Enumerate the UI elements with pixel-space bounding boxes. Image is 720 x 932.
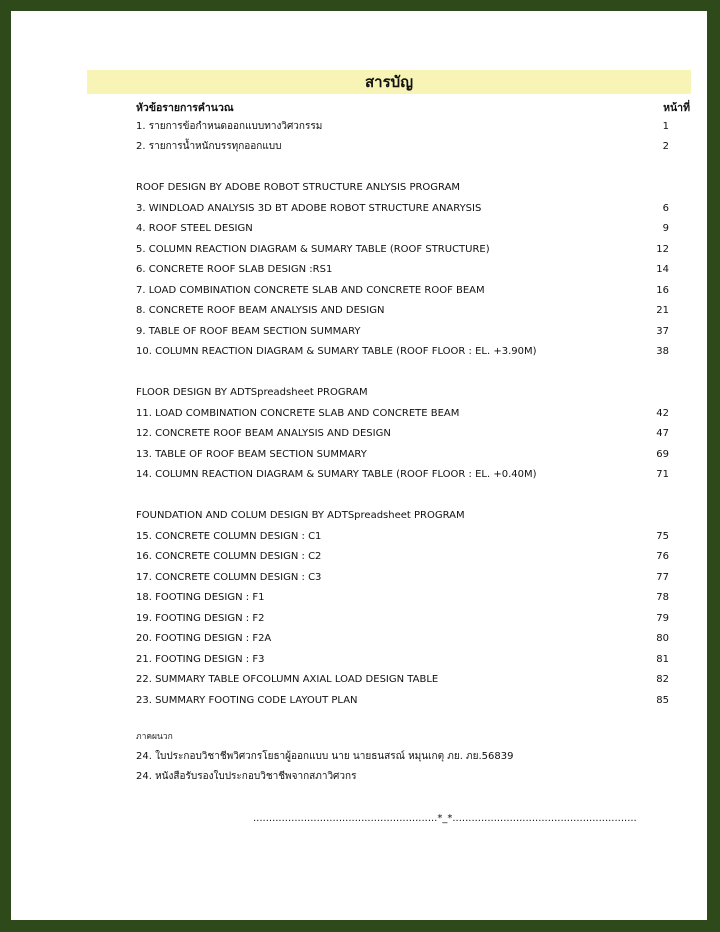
toc-entry-label: 9. TABLE OF ROOF BEAM SECTION SUMMARY [136, 326, 361, 337]
toc-entry-page: 16 [656, 285, 669, 296]
toc-entry [136, 672, 669, 688]
toc-entry [136, 242, 669, 258]
toc-entry [136, 406, 669, 422]
toc-entry-label: 7. LOAD COMBINATION CONCRETE SLAB AND CONCRETE ROOF BEAM [136, 285, 485, 296]
toc-entry-page: 77 [656, 572, 669, 583]
toc-entry-label: 10. COLUMN REACTION DIAGRAM & SUMARY TABLE (ROOF FLOOR : EL. +3.90M) [136, 346, 537, 357]
appendix-entry-label: 24. หนังสือรับรองใบประกอบวิชาชีพจากสภาวิศวกร [136, 771, 357, 782]
toc-entry-label: 12. CONCRETE ROOF BEAM ANALYSIS AND DESIGN [136, 428, 391, 439]
toc-entry [136, 631, 669, 647]
toc-entry [136, 139, 669, 155]
topic-column-header: หัวข้อรายการคำนวณ [136, 102, 234, 114]
appendix-entry [136, 769, 669, 785]
toc-entry [136, 303, 669, 319]
toc-entry-page: 14 [656, 264, 669, 275]
toc-entry [136, 549, 669, 565]
toc-entry-page: 38 [656, 346, 669, 357]
toc-entry [136, 590, 669, 606]
toc-entry-label: 11. LOAD COMBINATION CONCRETE SLAB AND CONCRETE BEAM [136, 408, 460, 419]
toc-entry [136, 447, 669, 463]
toc-entry-label: 5. COLUMN REACTION DIAGRAM & SUMARY TABLE (ROOF STRUCTURE) [136, 244, 490, 255]
toc-entry-page: 79 [656, 613, 669, 624]
toc-entry-page: 78 [656, 592, 669, 603]
toc-entry [136, 693, 669, 709]
toc-entry [136, 570, 669, 586]
toc-entry-label: 16. CONCRETE COLUMN DESIGN : C2 [136, 551, 322, 562]
toc-entry-label: 6. CONCRETE ROOF SLAB DESIGN :RS1 [136, 264, 333, 275]
toc-entry [136, 467, 669, 483]
toc-entry [136, 344, 669, 360]
appendix-label: ภาคผนวก [136, 732, 173, 742]
toc-entry-label: 19. FOOTING DESIGN : F2 [136, 613, 265, 624]
toc-entry [136, 201, 669, 217]
toc-entry-page: 82 [656, 674, 669, 685]
section-heading: FLOOR DESIGN BY ADTSpreadsheet PROGRAM [136, 387, 368, 398]
toc-entry-page: 42 [656, 408, 669, 419]
toc-entry-label: 18. FOOTING DESIGN : F1 [136, 592, 265, 603]
toc-entry-label: 17. CONCRETE COLUMN DESIGN : C3 [136, 572, 322, 583]
page-column-header: หน้าที่ [663, 102, 690, 114]
toc-entry [136, 324, 669, 340]
toc-entry [136, 529, 669, 545]
toc-entry-page: 47 [656, 428, 669, 439]
toc-entry-page: 37 [656, 326, 669, 337]
appendix-entry-label: 24. ใบประกอบวิชาชีพวิศวกรโยธาผู้ออกแบบ นาย นายธนสรณ์ หมุนเกตุ ภย. ภย.56839 [136, 751, 514, 762]
toc-entry-page: 80 [656, 633, 669, 644]
toc-entry-page: 12 [656, 244, 669, 255]
toc-entry-label: 14. COLUMN REACTION DIAGRAM & SUMARY TABLE (ROOF FLOOR : EL. +0.40M) [136, 469, 537, 480]
toc-entry-page: 76 [656, 551, 669, 562]
toc-entry-page: 85 [656, 695, 669, 706]
toc-entry [136, 262, 669, 278]
toc-entry [136, 283, 669, 299]
toc-entry-label: 22. SUMMARY TABLE OFCOLUMN AXIAL LOAD DESIGN TABLE [136, 674, 439, 685]
toc-entry-label: 3. WINDLOAD ANALYSIS 3D BT ADOBE ROBOT STRUCTURE ANARYSIS [136, 203, 482, 214]
toc-entry [136, 611, 669, 627]
toc-entry-label: 2. รายการน้ำหนักบรรทุกออกแบบ [136, 141, 282, 152]
toc-entry-page: 6 [662, 203, 669, 214]
toc-entry-label: 1. รายการข้อกำหนดออกแบบทางวิศวกรรม [136, 121, 323, 132]
toc-entry-label: 20. FOOTING DESIGN : F2A [136, 633, 272, 644]
toc-entry-label: 21. FOOTING DESIGN : F3 [136, 654, 265, 665]
document-page [11, 11, 707, 920]
toc-entry-page: 71 [656, 469, 669, 480]
toc-entry [136, 426, 669, 442]
toc-entry-page: 81 [656, 654, 669, 665]
toc-entry-label: 23. SUMMARY FOOTING CODE LAYOUT PLAN [136, 695, 358, 706]
toc-entry [136, 221, 669, 237]
appendix-entry [136, 749, 669, 765]
toc-title: สารบัญ [87, 70, 691, 94]
toc-entry [136, 652, 669, 668]
toc-entry-label: 13. TABLE OF ROOF BEAM SECTION SUMMARY [136, 449, 367, 460]
toc-entry-label: 15. CONCRETE COLUMN DESIGN : C1 [136, 531, 322, 542]
toc-entry [136, 119, 669, 135]
toc-entry-page: 21 [656, 305, 669, 316]
toc-entry-page: 75 [656, 531, 669, 542]
toc-entry-page: 1 [662, 121, 669, 132]
toc-entry-page: 2 [662, 141, 669, 152]
section-heading: ROOF DESIGN BY ADOBE ROBOT STRUCTURE ANLYSIS PROGRAM [136, 182, 461, 193]
toc-entry-page: 69 [656, 449, 669, 460]
toc-entry-page: 9 [662, 223, 669, 234]
section-heading: FOUNDATION AND COLUM DESIGN BY ADTSpreadsheet PROGRAM [136, 510, 465, 521]
toc-entry-label: 4. ROOF STEEL DESIGN [136, 223, 253, 234]
toc-entry-label: 8. CONCRETE ROOF BEAM ANALYSIS AND DESIGN [136, 305, 385, 316]
footer-divider: ..........................................................*_*.......................................................... [253, 813, 637, 824]
